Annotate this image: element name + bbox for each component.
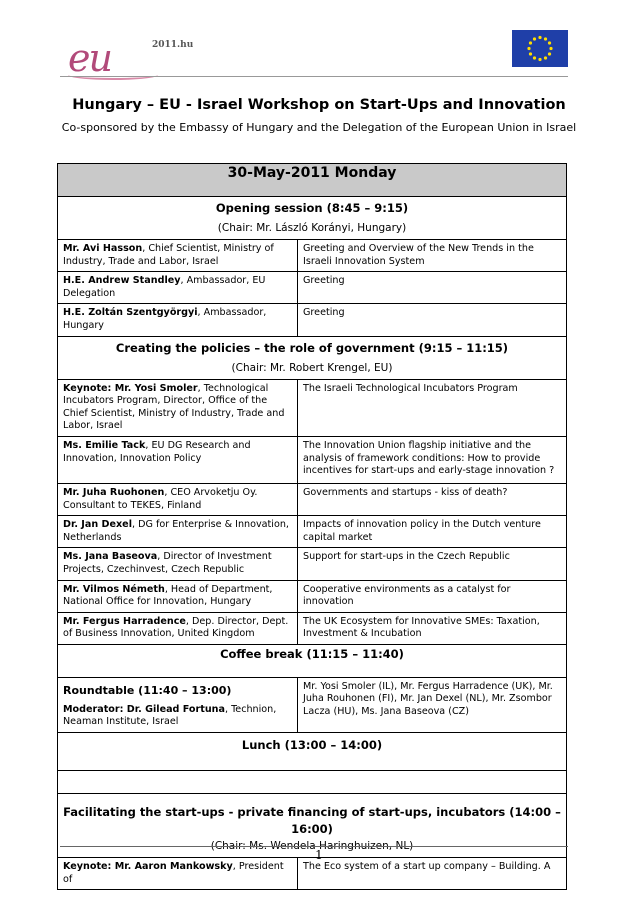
speaker-cell	[58, 612, 298, 644]
session-title-rest: - private financing of start-ups, incubators (14:00 – 16:00)	[224, 805, 561, 837]
session-chair: (Chair: Ms. Wendela Haringhuizen, NL)	[210, 840, 414, 853]
table-row	[58, 858, 567, 890]
speaker-cell	[58, 240, 298, 272]
flag-star-icon	[538, 58, 541, 61]
moderator	[63, 704, 292, 729]
table-row	[58, 436, 567, 483]
speaker-role: , Head of Department, National Office for Innovation, Hungary	[63, 583, 273, 608]
logo-swoosh	[68, 70, 158, 80]
topic-cell: Support for start-ups in the Czech Republic	[298, 548, 567, 580]
speaker-name: Dr. Jan Dexel	[63, 519, 132, 531]
page-header	[60, 30, 568, 82]
session-title: Creating the policies – the role of government (9:15 – 11:15)	[115, 340, 509, 355]
session-title: Opening session (8:45 – 9:15)	[215, 201, 409, 215]
session-chair: (Chair: Mr. László Korányi, Hungary)	[217, 222, 407, 234]
lunch-break: Lunch (13:00 – 14:00)	[58, 733, 567, 771]
topic-cell: Greeting and Overview of the New Trends in the Israeli Innovation System	[298, 240, 567, 272]
speaker-cell	[58, 516, 298, 548]
table-row	[58, 304, 567, 336]
roundtable-row	[58, 677, 567, 732]
topic-cell: Governments and startups - kiss of death?	[298, 483, 567, 515]
speaker-name: Keynote: Mr. Aaron Mankowsky	[63, 861, 233, 873]
eu-flag-icon	[512, 30, 568, 67]
footer-rule	[60, 846, 568, 847]
policies-session-header	[58, 336, 567, 379]
table-row	[58, 483, 567, 515]
speaker-name: Keynote: Mr. Yosi Smoler	[63, 382, 198, 394]
flag-star-icon	[533, 56, 536, 59]
topic-cell: The UK Ecosystem for Innovative SMEs: Taxation, Investment & Incubation	[298, 612, 567, 644]
flag-star-icon	[538, 36, 541, 39]
table-row	[58, 240, 567, 272]
speaker-role: , Ambassador, Hungary	[63, 307, 267, 331]
table-row	[58, 379, 567, 436]
empty-row	[58, 771, 567, 794]
session-chair: (Chair: Mr. Robert Krengel, EU)	[231, 361, 393, 374]
table-row	[58, 612, 567, 644]
speaker-cell	[58, 436, 298, 483]
topic-cell: Cooperative environments as a catalyst for innovation	[298, 580, 567, 612]
speaker-role: , CEO Arvoketju Oy. Consultant to TEKES, Finland	[63, 486, 258, 511]
moderator-name: Moderator: Dr. Gilead Fortuna	[63, 703, 225, 715]
roundtable-cell	[58, 677, 298, 732]
speaker-role: , Chief Scientist, Ministry of Industry, Trade and Labor, Israel	[63, 243, 274, 267]
document-subtitle: Co-sponsored by the Embassy of Hungary and the Delegation of the European Union in Israel	[61, 121, 577, 134]
topic-cell: Greeting	[298, 272, 567, 304]
table-row	[58, 580, 567, 612]
session-title	[63, 804, 561, 838]
speaker-cell	[58, 272, 298, 304]
speaker-name: Mr. Fergus Harradence	[63, 615, 186, 627]
speaker-cell	[58, 483, 298, 515]
flag-star-icon	[544, 56, 547, 59]
header-rule	[60, 76, 568, 77]
logo-text: eu	[68, 36, 111, 80]
speaker-name: Mr. Avi Hasson	[63, 243, 143, 254]
day-header: 30-May-2011 Monday	[58, 164, 567, 197]
flag-star-icon	[549, 47, 552, 50]
speaker-cell	[58, 548, 298, 580]
speaker-role: , EU DG Research and Innovation, Innovation Policy	[63, 439, 251, 464]
logo-subtext: 2011.hu	[152, 40, 194, 50]
roundtable-title: Roundtable (11:40 – 13:00)	[63, 683, 232, 697]
speaker-role: , Ambassador, EU Delegation	[63, 275, 266, 299]
moderator-role: , Technion, Neaman Institute, Israel	[63, 703, 277, 728]
speaker-cell	[58, 379, 298, 436]
eu2011-logo	[68, 36, 208, 80]
topic-cell: Greeting	[298, 304, 567, 336]
speaker-cell	[58, 580, 298, 612]
opening-session-header	[58, 197, 567, 240]
flag-star-icon	[533, 37, 536, 40]
session-title-main: Facilitating the start-ups	[63, 805, 225, 820]
flag-star-icon	[529, 52, 532, 55]
topic-cell: The Innovation Union flagship initiative and the analysis of framework conditions: How to provide incentives for start-ups and early-stage innovation ?	[298, 436, 567, 483]
topic-cell: The Israeli Technological Incubators Program	[298, 379, 567, 436]
speaker-name: Mr. Juha Ruohonen	[63, 486, 165, 498]
speaker-name: Ms. Jana Baseova	[63, 551, 158, 563]
speaker-cell	[58, 304, 298, 336]
speaker-role: , Dep. Director, Dept. of Business Innovation, United Kingdom	[63, 615, 289, 640]
speaker-name: Ms. Emilie Tack	[63, 439, 146, 451]
flag-star-icon	[527, 47, 530, 50]
page-number: 1	[315, 848, 323, 862]
speaker-name: Mr. Vilmos Németh	[63, 583, 165, 595]
program-table	[57, 163, 567, 890]
topic-cell: Impacts of innovation policy in the Dutch venture capital market	[298, 516, 567, 548]
flag-star-icon	[548, 41, 551, 44]
speaker-name: H.E. Andrew Standley	[63, 275, 181, 287]
participants-cell: Mr. Yosi Smoler (IL), Mr. Fergus Harradence (UK), Mr. Juha Rouhonen (FI), Mr. Jan Dexel (NL), Mr. Zsombor Lacza (HU), Ms. Jana Baseova (CZ)	[298, 677, 567, 732]
flag-star-icon	[529, 41, 532, 44]
topic-cell: The Eco system of a start up company – Building. A	[298, 858, 567, 890]
table-row	[58, 272, 567, 304]
speaker-cell	[58, 858, 298, 890]
table-row	[58, 516, 567, 548]
flag-star-icon	[548, 52, 551, 55]
document-title: Hungary – EU - Israel Workshop on Start-Ups and Innovation	[72, 97, 566, 113]
coffee-break: Coffee break (11:15 – 11:40)	[58, 644, 567, 677]
speaker-role: , Technological Incubators Program, Director, Office of the Chief Scientist, Ministry of Industry, Trade and Labor, Israel	[63, 382, 285, 432]
speaker-role: , Director of Investment Projects, Czechinvest, Czech Republic	[63, 551, 272, 575]
flag-star-icon	[544, 37, 547, 40]
speaker-name: H.E. Zoltán Szentgyörgyi	[63, 307, 198, 319]
table-row	[58, 548, 567, 580]
speaker-role: , DG for Enterprise & Innovation, Netherlands	[63, 519, 289, 543]
speaker-role: , President of	[63, 861, 284, 885]
